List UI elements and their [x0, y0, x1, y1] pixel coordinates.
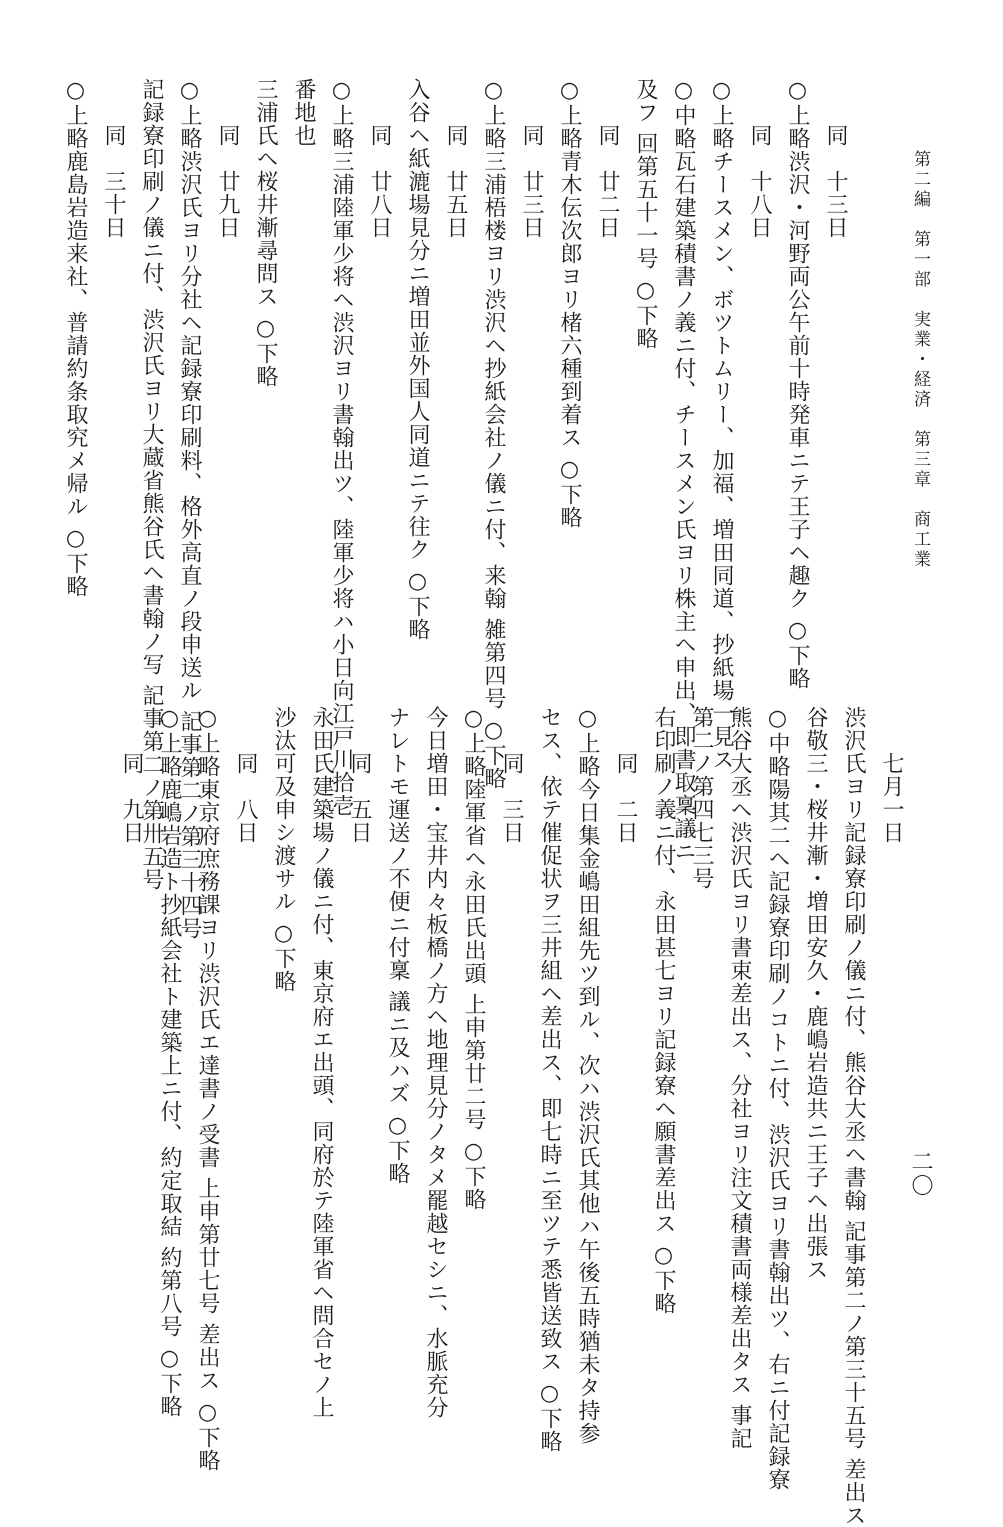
text-column: 三浦氏ヘ桜井漸尋問ス ○下略	[253, 78, 278, 388]
text-column: 同 八日	[233, 706, 258, 844]
text-column: 同 三日	[499, 706, 524, 844]
text-column: ○上略三浦梧楼ヨリ渋沢ヘ抄紙会社ノ儀ニ付、来翰 雑第四号 ○下略	[481, 78, 506, 790]
text-column: 同 五日	[347, 706, 372, 844]
text-column: 入谷ヘ紙漉場見分ニ増田並外国人同道ニテ往ク ○下略	[405, 78, 430, 641]
text-column: 同 廿五日	[443, 78, 468, 239]
text-column: 今日増田・宝井内々板橋ノ方ヘ地理見分ノタメ罷越セシニ、水脈充分	[423, 706, 448, 1419]
page-number: 二〇	[908, 1150, 933, 1198]
text-column: 第二ノ第四七三号	[689, 706, 714, 890]
text-column: 永田氏建築場ノ儀ニ付、東京府エ出頭、同府於テ陸軍省ヘ問合セノ上	[309, 706, 334, 1419]
text-column: ○上略陸軍省ヘ永田氏出頭 上申第廿二号 ○下略	[461, 706, 486, 1211]
text-column: 同 三十日	[101, 78, 126, 239]
text-column: ○上略渋沢氏ヨリ分社ヘ記録寮印刷料、格外高直ノ段申送ル 記事第二ノ第三十四号	[177, 78, 202, 940]
text-column: ○上略今日集金嶋田組先ツ到ル、次ハ渋沢氏其他ハ午後五時猶未タ持参	[575, 706, 600, 1445]
text-column: 同 十三日	[823, 78, 848, 239]
text-column: 同 九日	[119, 706, 144, 844]
text-column: ○中略陽其二ヘ記録寮印刷ノコトニ付、渋沢氏ヨリ書翰出ツ、右ニ付記録寮	[765, 706, 790, 1491]
text-column: ○上略鹿嶋岩造ト抄紙会社ト建築上ニ付、約定取結 約第八号 ○下略	[157, 706, 182, 1418]
text-column: 熊谷大丞ヘ渋沢氏ヨリ書束差出ス、分社ヨリ注文積書両様差出タス 事記	[727, 706, 752, 1450]
text-column: ○上略青木伝次郎ヨリ楮六種到着ス ○下略	[557, 78, 582, 529]
text-column: 番地也	[291, 78, 316, 147]
text-column: 記録寮印刷ノ儀ニ付、渋沢氏ヨリ大蔵省熊谷氏ヘ書翰ノ写 記事第二ノ第卅五号	[139, 78, 164, 891]
text-column: 同 十八日	[747, 78, 772, 239]
text-column: ナレトモ運送ノ不便ニ付稟 議ニ及ハズ ○下略	[385, 706, 410, 1185]
text-column: 及フ 回第五十一号 ○下略	[633, 78, 658, 350]
text-column: 同 廿九日	[215, 78, 240, 239]
text-column: ○上略チースメン、ボツトムリー、加福、増田同道、抄紙場一見ス	[709, 78, 734, 771]
text-column: ○上略東京府庶務課ヨリ渋沢氏エ達書ノ受書 上申第廿七号 差出ス ○下略	[195, 706, 220, 1472]
text-column: 右印刷ノ義ニ付、永田甚七ヨリ記録寮ヘ願書差出ス ○下略	[651, 706, 676, 1315]
running-header: 第二編 第一部 実業・経済 第三章 商工業	[910, 150, 930, 570]
text-column: 同 廿三日	[519, 78, 544, 239]
text-column: 同 廿二日	[595, 78, 620, 239]
text-column: ○上略三浦陸軍少将ヘ渋沢ヨリ書翰出ツ、陸軍少将ハ小日向江戸川拾壱	[329, 78, 354, 817]
lower-text-block	[64, 706, 910, 1527]
text-column: セス、依テ催促状ヲ三井組ヘ差出ス、即七時ニ至ツテ悉皆送致ス ○下略	[537, 706, 562, 1453]
text-column: ○中略瓦石建築積書ノ義ニ付、チースメン氏ヨリ株主ヘ申出、即書取稟議ニ	[671, 78, 696, 863]
text-column: 谷敬三・桜井漸・増田安久・鹿嶋岩造共ニ王子ヘ出張ス	[803, 706, 828, 1281]
text-column: 七月一日	[879, 706, 904, 844]
text-column: ○上略鹿島岩造来社、普請約条取究メ帰ル ○下略	[63, 78, 88, 598]
text-column: 同 廿八日	[367, 78, 392, 239]
text-column: 沙汰可及申シ渡サル ○下略	[271, 706, 296, 993]
text-column: ○上略渋沢・河野両公午前十時発車ニテ王子ヘ趣ク ○下略	[785, 78, 810, 690]
text-column: 渋沢氏ヨリ記録寮印刷ノ儀ニ付、熊谷大丞ヘ書翰 記事第二ノ第三十五号 差出ス	[841, 706, 866, 1527]
text-column: 同 二日	[613, 706, 638, 844]
